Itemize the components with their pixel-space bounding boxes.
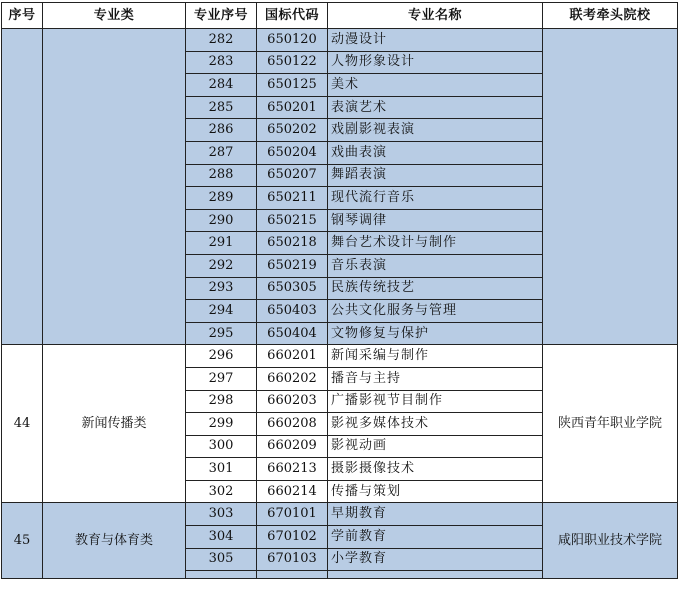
code-cell: 660201 xyxy=(257,345,328,368)
major-no-cell: 295 xyxy=(186,322,257,345)
table-row xyxy=(2,345,678,368)
code-cell: 670103 xyxy=(257,548,328,571)
cut-cell xyxy=(186,571,257,579)
code-cell: 650219 xyxy=(257,254,328,277)
major-no-cell: 294 xyxy=(186,300,257,323)
header-category: 专业类 xyxy=(43,3,186,29)
code-cell: 660213 xyxy=(257,458,328,481)
major-no-cell: 283 xyxy=(186,51,257,74)
major-name-cell: 舞台艺术设计与制作 xyxy=(328,232,543,255)
major-no-cell: 296 xyxy=(186,345,257,368)
major-name-cell: 传播与策划 xyxy=(328,480,543,503)
code-cell: 650215 xyxy=(257,209,328,232)
major-name-cell: 文物修复与保护 xyxy=(328,322,543,345)
group-category-cell: 新闻传播类 xyxy=(43,345,186,503)
group-category-cell: 教育与体育类 xyxy=(43,503,186,579)
major-name-cell: 学前教育 xyxy=(328,526,543,549)
major-no-cell: 297 xyxy=(186,367,257,390)
major-table xyxy=(1,2,678,579)
header-seq: 序号 xyxy=(2,3,43,29)
header-lead-school: 联考牵头院校 xyxy=(543,3,678,29)
major-no-cell: 305 xyxy=(186,548,257,571)
major-no-cell: 303 xyxy=(186,503,257,526)
major-no-cell: 289 xyxy=(186,187,257,210)
major-no-cell: 284 xyxy=(186,74,257,97)
code-cell: 650202 xyxy=(257,119,328,142)
major-no-cell: 282 xyxy=(186,29,257,52)
group-lead-cell: 咸阳职业技术学院 xyxy=(543,503,678,579)
group-lead-cell xyxy=(543,29,678,345)
major-no-cell: 301 xyxy=(186,458,257,481)
group-seq-cell xyxy=(2,29,43,345)
major-name-cell: 新闻采编与制作 xyxy=(328,345,543,368)
major-name-cell: 戏剧影视表演 xyxy=(328,119,543,142)
cut-cell xyxy=(257,571,328,579)
major-no-cell: 287 xyxy=(186,141,257,164)
code-cell: 660208 xyxy=(257,413,328,436)
major-name-cell: 人物形象设计 xyxy=(328,51,543,74)
code-cell: 650404 xyxy=(257,322,328,345)
major-no-cell: 302 xyxy=(186,480,257,503)
major-name-cell: 公共文化服务与管理 xyxy=(328,300,543,323)
table-header-row xyxy=(2,3,678,29)
group-seq-cell: 44 xyxy=(2,345,43,503)
code-cell: 660202 xyxy=(257,367,328,390)
major-no-cell: 290 xyxy=(186,209,257,232)
major-name-cell: 动漫设计 xyxy=(328,29,543,52)
major-name-cell: 摄影摄像技术 xyxy=(328,458,543,481)
code-cell: 650305 xyxy=(257,277,328,300)
major-name-cell: 小学教育 xyxy=(328,548,543,571)
code-cell: 650204 xyxy=(257,141,328,164)
major-no-cell: 299 xyxy=(186,413,257,436)
major-name-cell: 表演艺术 xyxy=(328,96,543,119)
code-cell: 670101 xyxy=(257,503,328,526)
major-no-cell: 291 xyxy=(186,232,257,255)
major-name-cell: 美术 xyxy=(328,74,543,97)
major-name-cell: 民族传统技艺 xyxy=(328,277,543,300)
major-name-cell: 钢琴调律 xyxy=(328,209,543,232)
code-cell: 650122 xyxy=(257,51,328,74)
major-no-cell: 288 xyxy=(186,164,257,187)
major-no-cell: 285 xyxy=(186,96,257,119)
major-name-cell: 影视多媒体技术 xyxy=(328,413,543,436)
table-row xyxy=(2,503,678,526)
code-cell: 670102 xyxy=(257,526,328,549)
cut-cell xyxy=(328,571,543,579)
major-no-cell: 293 xyxy=(186,277,257,300)
major-name-cell: 现代流行音乐 xyxy=(328,187,543,210)
group-category-cell xyxy=(43,29,186,345)
major-no-cell: 300 xyxy=(186,435,257,458)
major-name-cell: 早期教育 xyxy=(328,503,543,526)
code-cell: 650201 xyxy=(257,96,328,119)
major-name-cell: 影视动画 xyxy=(328,435,543,458)
code-cell: 660209 xyxy=(257,435,328,458)
code-cell: 650125 xyxy=(257,74,328,97)
major-name-cell: 音乐表演 xyxy=(328,254,543,277)
header-major-name: 专业名称 xyxy=(328,3,543,29)
code-cell: 650218 xyxy=(257,232,328,255)
major-no-cell: 298 xyxy=(186,390,257,413)
major-name-cell: 播音与主持 xyxy=(328,367,543,390)
major-name-cell: 戏曲表演 xyxy=(328,141,543,164)
header-code: 国标代码 xyxy=(257,3,328,29)
major-no-cell: 286 xyxy=(186,119,257,142)
code-cell: 650207 xyxy=(257,164,328,187)
group-lead-cell: 陕西青年职业学院 xyxy=(543,345,678,503)
table-row xyxy=(2,29,678,52)
code-cell: 650120 xyxy=(257,29,328,52)
code-cell: 650211 xyxy=(257,187,328,210)
code-cell: 650403 xyxy=(257,300,328,323)
header-major-no: 专业序号 xyxy=(186,3,257,29)
major-no-cell: 292 xyxy=(186,254,257,277)
document-page xyxy=(1,2,678,579)
major-no-cell: 304 xyxy=(186,526,257,549)
major-name-cell: 舞蹈表演 xyxy=(328,164,543,187)
group-seq-cell: 45 xyxy=(2,503,43,579)
code-cell: 660214 xyxy=(257,480,328,503)
code-cell: 660203 xyxy=(257,390,328,413)
major-name-cell: 广播影视节目制作 xyxy=(328,390,543,413)
